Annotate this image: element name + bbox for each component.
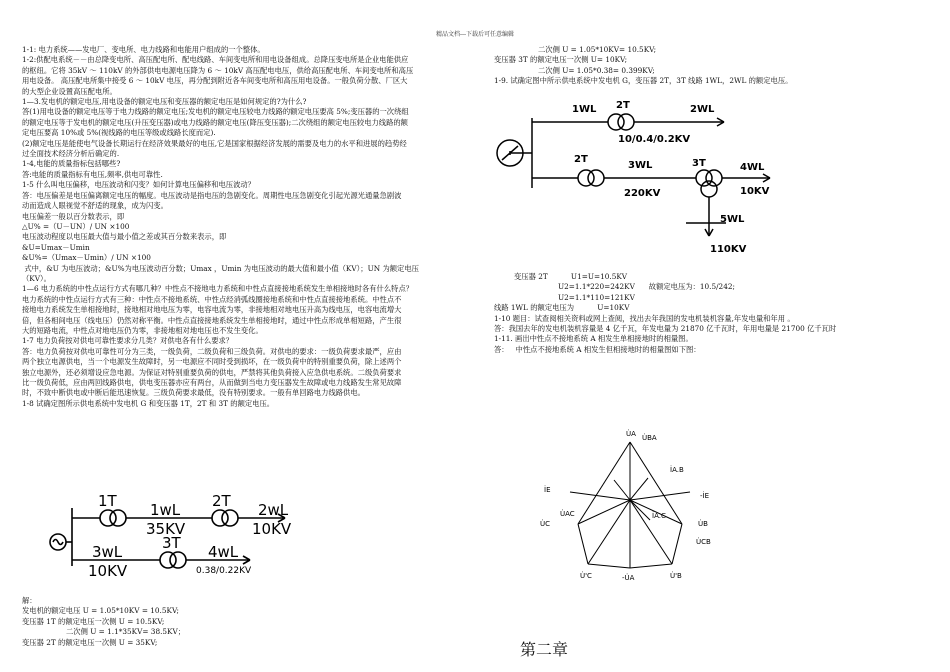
paragraph-line: 大的短路电流，中性点对地电压仍为零，非接地相对地电压也不发生变化。: [22, 325, 263, 335]
paragraph-line: 1-2:供配电系统－－由总降变电所、高压配电所、配电线路、车间变电所和用电设备组成。总降压变电所是企业电能供应: [22, 55, 409, 65]
label-2T-b: 2T: [574, 154, 588, 165]
label-3wL: 3wL: [92, 543, 123, 561]
answer-1-8: [22, 596, 470, 648]
paragraph-line: 变压器 1T 的额定电压一次侧 U = 10.5KV;: [22, 616, 165, 626]
question-1-5: 1-5 什么叫电压偏移，电压波动和闪变？如何计算电压偏移和电压波动？: [22, 180, 255, 190]
label-minus-IE: -İE: [700, 492, 710, 500]
circuit-diagram-1-8: [40, 486, 300, 586]
label-3T: 3T: [162, 534, 181, 552]
question-1-4: 1-4,电能的质量指标包括哪些?: [22, 159, 121, 169]
paragraph-line: 答： 中性点不接地系统 A 相发生但相接地时的相量图如下图：: [494, 344, 701, 354]
paragraph-line: 式中，&U 为电压波动；&U%为电压波动百分数；Umax ，Umin 为电压波动的最大值和最小值（KV）；UN 为额定电压: [22, 263, 419, 273]
left-column: [22, 45, 470, 409]
label-10KV-2: 10KV: [88, 562, 128, 580]
label-4WL: 4WL: [740, 162, 765, 173]
question-1-8: 1-8 试确定图所示供电系统中发电机 G 和变压器 1T，2T 和 3T 的额定电压。: [22, 398, 275, 408]
label-5WL: 5WL: [720, 214, 745, 225]
paragraph-line: 时，不致中断供电或中断后能迅速恢复。三级负荷要求最低，没有特别要求。一般有单回路电力线路供电。: [22, 388, 365, 398]
paragraph-line: 的枢纽。它将 35kV ～ 110kV 的外部供电电源电压降为 6 ～ 10kV 高压配电电压，供给高压配电所、车间变电所和高压: [22, 65, 414, 75]
paragraph-line: 用电设备。 高压配电所集中接受 6 ～ 10kV 电压，再分配到附近各车间变电所和高压用电设备。一般负荷分散、厂区大: [22, 76, 408, 86]
label-2T: 2T: [212, 492, 231, 510]
label-minus-UA: -U̇A: [622, 574, 635, 582]
label-10KV: 10KV: [740, 186, 770, 197]
paragraph-line: 过全面技术经济分析后确定的.: [22, 149, 120, 159]
chapter-heading: 第二章: [520, 640, 569, 659]
paragraph-line: 两个独立电源供电，当一个电源发生故障时，另一电源应不同时受到损坏，在一级负荷中的特别重要负荷，除上述两个: [22, 357, 402, 367]
paragraph-line: U2=1.1*220=242KV 故额定电压为：10.5/242;: [558, 282, 735, 292]
label-0.38-0.22KV: 0.38/0.22KV: [196, 566, 252, 576]
paragraph-line: 线路 1WL 的额定电压为 U=10KV: [494, 303, 630, 313]
question-1-9: 1-9. 试确定图中所示供电系统中发电机 G，变压器 2T，3T 线路 1WL，2WL 的额定电压。: [494, 76, 793, 86]
paragraph-line: 答：电力负荷按对供电可靠性可分为三类，一级负荷，二级负荷和三级负荷。对供电的要求：一级负荷要求最严，应由: [22, 346, 402, 356]
paragraph-line: 倍，但各相间电压（线电压）仍然对称平衡。中性点直接接地系统发生单相接地时，通过中性点形成单相短路，产生很: [22, 315, 402, 325]
label-35KV: 35KV: [146, 520, 186, 538]
label-UB: U̇B: [698, 520, 708, 528]
label-220KV: 220KV: [624, 188, 661, 199]
label-3WL: 3WL: [628, 160, 653, 171]
paragraph-line: （KV）。: [22, 273, 51, 283]
paragraph-line: 变压器 3T 的额定电压一次侧 U= 10KV;: [494, 55, 628, 65]
label-UBA: U̇BA: [642, 434, 657, 442]
phasor-diagram: [530, 420, 730, 588]
question-1-7: 1-7 电力负荷按对供电可靠性要求分几类？对供电各有什么要求？: [22, 336, 234, 346]
label-UA: U̇A: [626, 430, 636, 438]
label-4wL: 4wL: [208, 543, 239, 561]
label-IAB: İA.B: [670, 466, 684, 474]
label-1T: 1T: [98, 492, 117, 510]
paragraph-line: (2)额定电压是能使电气设备长期运行在经济效果最好的电压,它是国家根据经济发展的需要及电力的水平和进展的趋势经: [22, 138, 407, 148]
question-1-11: 1-11. 画出中性点不接地系统 A 相发生单相接地时的相量图。: [494, 334, 693, 344]
paragraph-line: 比一级负荷低，应由两回线路供电，供电变压器亦应有两台，从而做到当电力变压器发生故障或电力线路发生常见故障: [22, 378, 402, 387]
label-1wL: 1wL: [150, 501, 181, 519]
paragraph-line: 定电压要高 10%或 5%(视线路的电压等级或线路长度而定).: [22, 128, 216, 138]
paragraph-line: 变压器 2T U1=U=10.5KV: [514, 272, 628, 281]
label-2T: 2T: [616, 100, 630, 111]
page-header: 精品文档---下载后可任意编辑: [435, 31, 515, 38]
paragraph-line: 答：电压偏差是电压偏离额定电压的幅度。电压波动是指电压的急剧变化。周期性电压急剧变化引起光源光通量急剧波: [22, 190, 402, 200]
right-column-top: [494, 45, 924, 87]
label-IAC: İA.C: [652, 512, 666, 520]
paragraph-line: 1-1: 电力系统——发电厂、变电所、电力线路和电能用户组成的一个整体。: [22, 45, 265, 54]
label-2WL: 2WL: [690, 104, 715, 115]
question-1-10: 1-10 题目：试查阅相关资料或网上查阅，找出去年我国的发电机装机容量,年发电量和年用 。: [494, 313, 795, 323]
question-1-6: 1—6 电力系统的中性点运行方式有哪几种？中性点不接地电力系统和中性点直接接地系统发生单相接地时各有什么特点？: [22, 284, 414, 294]
label-110KV: 110KV: [710, 244, 747, 255]
paragraph-line: 独立电源外，还必须增设应急电源。为保证对特别重要负荷的供电，严禁将其他负荷接入应急供电系统。二级负荷要求: [22, 367, 402, 377]
paragraph-line: 答：我国去年的发电机装机容量是 4 亿千瓦，年发电量为 21870 亿千瓦时，年用电量是 21700 亿千瓦时: [494, 324, 837, 334]
paragraph-line: 答:电能的质量指标有电压,频率,供电可靠性.: [22, 169, 163, 179]
formula-line: △U% =（U－UN）/ UN ×100: [22, 221, 130, 231]
paragraph-line: 接地电力系统发生单相接地时，接地相对地电压为零，电容电流为零，非接地相对地电压升高为线电压，电容电流增大: [22, 305, 402, 315]
answer-1-9: [494, 272, 924, 355]
label-UAC: U̇AC: [560, 510, 575, 518]
paragraph-line: 二次侧 U = 1.1*35KV= 38.5KV；: [66, 627, 186, 637]
paragraph-line: 的额定电压等于发电机的额定电压(升压变压器)或电力线路的额定电压(降压变压器);二次绕组的额定电压较电力线路的额: [22, 117, 408, 127]
label-UCB: U̇CB: [696, 538, 711, 546]
circuit-diagram-1-9: [496, 98, 786, 258]
label-10-0.4-0.2KV: 10/0.4/0.2KV: [618, 134, 691, 145]
label-UC: U̇C: [540, 520, 551, 528]
paragraph-line: 电压波动程度以电压最大值与最小值之差或其百分数来表示，即: [22, 232, 227, 242]
label-U-prime-C: U̇'C: [580, 572, 592, 580]
label-10KV: 10KV: [252, 520, 292, 538]
paragraph-line: 电力系统的中性点运行方式有三种：中性点不接地系统、中性点经消弧线圈接地系统和中性点直接接地系统。中性点不: [22, 294, 402, 304]
paragraph-line: 二次侧 U= 1.05*0.38= 0.399KV;: [538, 65, 655, 75]
formula-line: &U%=（Umax－Umin）/ UN ×100: [22, 253, 151, 263]
paragraph-line: 动而造成人眼视觉不舒适的现象，成为闪变。: [22, 201, 168, 211]
paragraph-line: 发电机的额定电压 U = 1.05*10KV = 10.5KV;: [22, 606, 179, 616]
label-1WL: 1WL: [572, 104, 597, 115]
label-2wL: 2wL: [258, 501, 289, 519]
paragraph-line: 二次侧 U = 1.05*10KV= 10.5KV;: [538, 45, 657, 54]
paragraph-line: 的大型企业设置高压配电所。: [22, 86, 117, 96]
label-3T: 3T: [692, 158, 706, 169]
paragraph-line: 解：: [22, 596, 37, 605]
paragraph-line: 答(1)用电设备的额定电压等于电力线路的额定电压;发电机的额定电压较电力线路的额定电压要高 5%;变压器的一次绕组: [22, 107, 409, 117]
question-1-3: 1—3.发电机的额定电压,用电设备的额定电压和变压器的额定电压是如何规定的?为什么?: [22, 97, 307, 107]
label-U-prime-B: U̇'B: [670, 572, 682, 580]
label-IE: İE: [544, 486, 551, 494]
paragraph-line: U2=1.1*110=121KV: [558, 292, 635, 302]
paragraph-line: 变压器 2T 的额定电压一次侧 U = 35KV;: [22, 637, 158, 647]
paragraph-line: 电压偏差一般以百分数表示，即: [22, 211, 125, 221]
formula-line: &U=Umax－Umin: [22, 242, 90, 252]
